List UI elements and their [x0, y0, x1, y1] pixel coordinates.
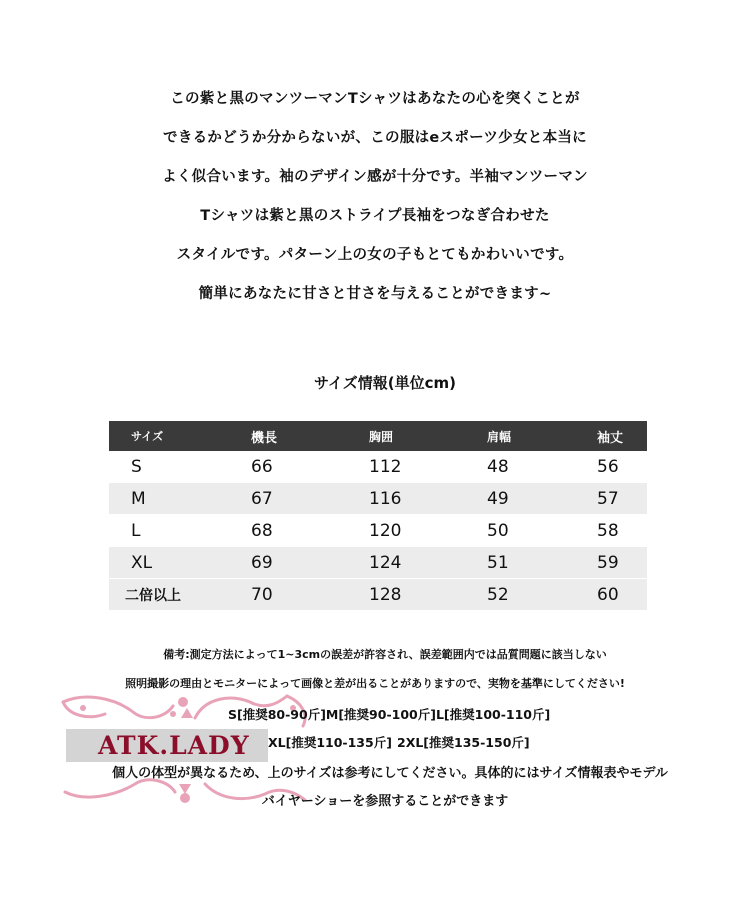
size-table-header	[109, 421, 647, 451]
header-length: 機長	[251, 421, 369, 451]
length-cell: 69	[251, 547, 369, 579]
brand-logo: ATK.LADY	[98, 731, 250, 760]
description-line: スタイルです。パターン上の女の子もとてもかわいいです。	[176, 247, 574, 263]
length-cell: 68	[251, 515, 369, 547]
header-sleeve: 袖丈	[597, 421, 647, 451]
recommend-sizes-1: S[推奨80-90斤]M[推奨90-100斤]L[推奨100-110斤]	[228, 707, 551, 722]
shoulder-cell: 48	[487, 451, 597, 483]
product-description	[0, 84, 750, 318]
description-line: できるかどうか分からないが、この服はeスポーツ少女と本当に	[163, 130, 587, 146]
length-cell: 66	[251, 451, 369, 483]
note-lighting: 照明撮影の理由とモニターによって画像と差が出ることがありますので、実物を基準にしてください!	[125, 677, 625, 690]
sleeve-cell: 59	[597, 547, 647, 579]
recommend-xl: XL[推奨110-135斤]	[268, 735, 392, 750]
table-row	[109, 515, 647, 547]
description-line: Tシャツは紫と黒のストライプ長袖をつなぎ合わせた	[200, 208, 550, 224]
note-buyer-show: バイヤーショーを参照することができます	[261, 794, 509, 809]
recommend-2xl: 2XL[推奨135-150斤]	[397, 735, 530, 750]
size-cell: L	[109, 515, 251, 547]
size-cell: M	[109, 483, 251, 515]
sleeve-cell: 56	[597, 451, 647, 483]
table-row	[109, 451, 647, 483]
header-chest: 胸囲	[369, 421, 487, 451]
size-info-title: サイズ情報(単位cm)	[313, 374, 457, 392]
shoulder-cell: 51	[487, 547, 597, 579]
table-row	[109, 483, 647, 515]
size-cell: XL	[109, 547, 251, 579]
chest-cell: 128	[369, 579, 487, 611]
chest-cell: 112	[369, 451, 487, 483]
header-size: サイズ	[109, 421, 251, 451]
sleeve-cell: 60	[597, 579, 647, 611]
chest-cell: 116	[369, 483, 487, 515]
description-line: 簡単にあなたに甘さと甘さを与えることができます~	[198, 286, 552, 302]
table-row	[109, 579, 647, 611]
sleeve-cell: 57	[597, 483, 647, 515]
chest-cell: 120	[369, 515, 487, 547]
description-line: この紫と黒のマンツーマンTシャツはあなたの心を突くことが	[170, 91, 580, 107]
shoulder-cell: 52	[487, 579, 597, 611]
shoulder-cell: 50	[487, 515, 597, 547]
note-body-type: 個人の体型が異なるため、上のサイズは参考にしてください。具体的にはサイズ情報表やモデル	[112, 766, 668, 781]
size-table	[109, 421, 647, 611]
note-measurement: 備考:測定方法によって1~3cmの誤差が許容され、誤差範囲内では品質問題に該当しない	[163, 648, 607, 661]
chest-cell: 124	[369, 547, 487, 579]
header-shoulder: 肩幅	[487, 421, 597, 451]
sleeve-cell: 58	[597, 515, 647, 547]
length-cell: 67	[251, 483, 369, 515]
description-line: よく似合います。袖のデザイン感が十分です。半袖マンツーマン	[162, 169, 588, 185]
size-cell: 二倍以上	[109, 579, 251, 611]
table-row	[109, 547, 647, 579]
shoulder-cell: 49	[487, 483, 597, 515]
size-cell: S	[109, 451, 251, 483]
length-cell: 70	[251, 579, 369, 611]
